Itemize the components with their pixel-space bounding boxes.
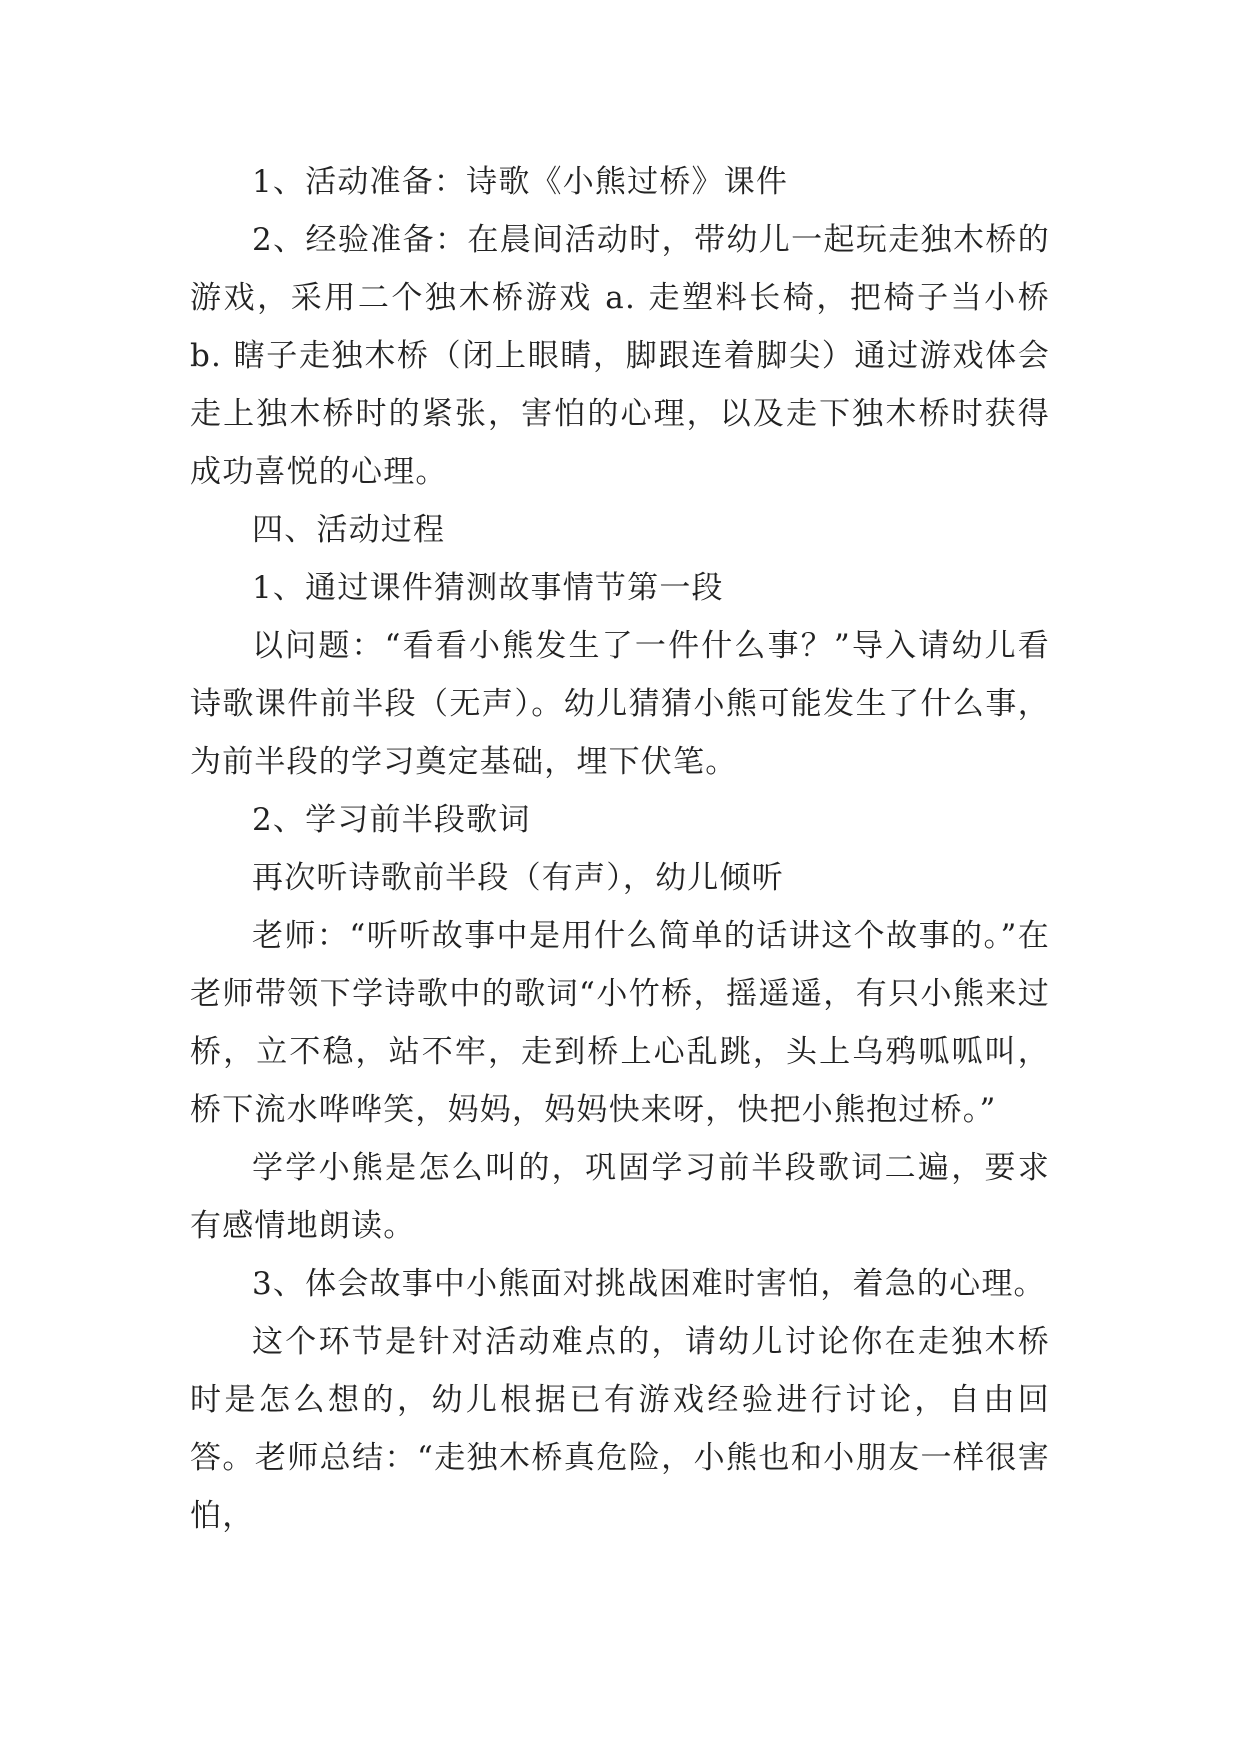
paragraph-listen-again: 再次听诗歌前半段（有声），幼儿倾听 bbox=[252, 860, 784, 896]
paragraph-practice-reading: 学学小熊是怎么叫的，巩固学习前半段歌词二遍，要求有感情地朗读。 bbox=[190, 1150, 1050, 1244]
step-heading-learn-lyrics: 2、学习前半段歌词 bbox=[252, 802, 531, 838]
document-body bbox=[190, 153, 1050, 1545]
section-heading-activity-process: 四、活动过程 bbox=[252, 512, 446, 548]
step-heading-experience-feelings: 3、体会故事中小熊面对挑战困难时害怕，着急的心理。 bbox=[252, 1266, 1046, 1302]
paragraph-experience-preparation: 2、经验准备：在晨间活动时，带幼儿一起玩走独木桥的游戏，采用二个独木桥游戏 a. 走塑料长椅，把椅子当小桥 b. 瞎子走独木桥（闭上眼睛，脚跟连着脚尖）通过游戏体会走上独木桥时的紧张，害怕的心理，以及走下独木桥时获得成功喜悦的心理。 bbox=[190, 222, 1050, 490]
paragraph-discussion: 这个环节是针对活动难点的，请幼儿讨论你在走独木桥时是怎么想的，幼儿根据已有游戏经验进行讨论，自由回答。老师总结：“走独木桥真危险，小熊也和小朋友一样很害怕， bbox=[190, 1324, 1050, 1534]
paragraph-teacher-lyrics: 老师：“听听故事中是用什么简单的话讲这个故事的。”在老师带领下学诗歌中的歌词“小竹桥，摇遥遥，有只小熊来过桥，立不稳，站不牢，走到桥上心乱跳，头上乌鸦呱呱叫，桥下流水哗哗笑，妈妈，妈妈快来呀，快把小熊抱过桥。” bbox=[190, 918, 1050, 1128]
step-heading-guess-story: 1、通过课件猜测故事情节第一段 bbox=[252, 570, 724, 606]
paragraph-activity-materials: 1、活动准备：诗歌《小熊过桥》课件 bbox=[252, 164, 789, 200]
paragraph-question-intro: 以问题：“看看小熊发生了一件什么事？”导入请幼儿看诗歌课件前半段（无声）。幼儿猜猜小熊可能发生了什么事，为前半段的学习奠定基础，埋下伏笔。 bbox=[190, 628, 1050, 780]
